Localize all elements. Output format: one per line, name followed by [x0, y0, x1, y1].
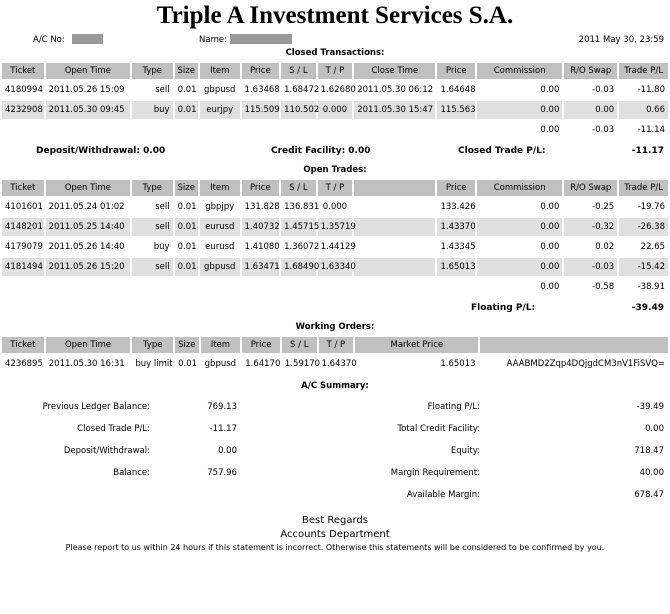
- total-cell: 0.00: [540, 125, 560, 135]
- account-header: [0, 32, 670, 46]
- empty-cell: [132, 121, 173, 139]
- summary-right-label: Equity:: [450, 446, 480, 456]
- column-header: Size: [175, 63, 198, 79]
- total-cell: -11.14: [637, 125, 665, 135]
- empty-cell: [281, 278, 316, 296]
- column-header: R/O Swap: [564, 180, 617, 196]
- table-row: [2, 218, 668, 236]
- floating-summary-line: [0, 298, 670, 320]
- acno-label: A/C No:: [33, 35, 65, 45]
- column-header: S / L: [281, 63, 316, 79]
- empty-cell: [318, 278, 353, 296]
- table-cell: -0.03: [592, 85, 615, 95]
- table-cell: 115.509: [242, 101, 280, 119]
- table-cell: sell: [155, 202, 170, 212]
- footer: [0, 514, 670, 542]
- summary-row: [0, 424, 670, 440]
- column-header: T / P: [318, 63, 353, 79]
- column-header: Market Price: [355, 337, 478, 353]
- column-header: T / P: [318, 180, 353, 196]
- column-header: Open Time: [46, 63, 130, 79]
- empty-cell: [200, 121, 240, 139]
- column-header: Open Time: [46, 337, 131, 353]
- table-cell: 0.00: [477, 101, 562, 119]
- table-cell: 1.59170: [284, 359, 321, 369]
- working-header-row: [2, 337, 668, 353]
- summary-right-label: Available Margin:: [406, 490, 480, 500]
- empty-cell: [437, 278, 475, 296]
- column-header: Trade P/L: [619, 63, 668, 79]
- table-cell: 2011.05.30 06:12: [357, 85, 434, 95]
- statement-datetime: 2011 May 30, 23:59: [578, 35, 664, 45]
- table-cell: sell: [132, 258, 173, 276]
- table-cell: -11.80: [637, 85, 665, 95]
- summary-left-label: Closed Trade P/L:: [77, 424, 150, 434]
- table-cell: -26.38: [619, 218, 668, 236]
- table-cell: sell: [132, 218, 173, 236]
- summary-right-label: Margin Requirement:: [390, 468, 480, 478]
- table-cell: 1.68472: [284, 85, 320, 95]
- totals-row: [2, 278, 668, 296]
- column-header: Commission: [477, 63, 562, 79]
- table-cell: 1.64370: [321, 359, 357, 369]
- table-cell: -0.32: [564, 218, 617, 236]
- column-header: Type: [132, 63, 173, 79]
- table-cell: 2011.05.24 01:02: [48, 202, 125, 212]
- table-cell: buy: [132, 101, 173, 119]
- table-cell: 1.45715: [281, 218, 316, 236]
- table-cell: 0.01: [177, 202, 197, 212]
- summary-row: [0, 490, 670, 506]
- table-cell: 0.01: [177, 85, 197, 95]
- table-cell: -0.25: [592, 202, 615, 212]
- column-header: T / P: [319, 337, 354, 353]
- table-cell: sell: [155, 85, 170, 95]
- summary-left-value: 757.96: [207, 468, 237, 478]
- table-cell: 1.65013: [440, 359, 476, 369]
- column-header: [354, 180, 435, 196]
- table-cell: 0.00: [477, 218, 562, 236]
- summary-right-label: Floating P/L:: [427, 402, 480, 412]
- column-header: Ticket: [2, 337, 44, 353]
- name-redacted: [230, 34, 292, 44]
- column-header: Item: [200, 180, 240, 196]
- column-header: Price: [242, 337, 280, 353]
- table-cell: 1.43345: [440, 242, 476, 252]
- summary-left-value: 0.00: [218, 446, 237, 456]
- table-cell: 2011.05.30 16:31: [48, 359, 125, 369]
- empty-cell: [242, 121, 280, 139]
- empty-cell: [437, 121, 475, 139]
- empty-cell: [175, 278, 198, 296]
- empty-cell: [132, 278, 173, 296]
- table-cell: AAABMD2Zqp4DQjgdCM3nV1FiSVQ=: [506, 359, 665, 369]
- table-cell: 1.43370: [437, 218, 475, 236]
- summary-left-label: Deposit/Withdrawal:: [63, 446, 150, 456]
- column-header: Price: [242, 180, 280, 196]
- summary-row: [0, 446, 670, 462]
- total-cell: -0.58: [592, 282, 615, 292]
- totals-row: [2, 121, 668, 139]
- table-cell: 110.502: [281, 101, 316, 119]
- table-cell: 0.02: [595, 242, 615, 252]
- table-row: [2, 238, 668, 256]
- summary-right-label: Total Credit Facility:: [397, 424, 480, 434]
- table-cell: 1.64648: [440, 85, 476, 95]
- table-cell: 4232908: [2, 101, 44, 119]
- column-header: Item: [200, 63, 240, 79]
- table-cell: 115.563: [437, 101, 475, 119]
- best-regards: Best Regards: [302, 515, 368, 526]
- summary-right-value: 0.00: [645, 424, 664, 434]
- table-cell: 131.828: [244, 202, 280, 212]
- table-cell: gbpusd: [204, 359, 237, 369]
- table-cell: 2011.05.26 14:40: [48, 242, 125, 252]
- table-row: [2, 198, 668, 216]
- column-header: Close Time: [354, 63, 435, 79]
- table-cell: 22.65: [640, 242, 665, 252]
- closed-trade-pl-label: Closed Trade P/L:: [458, 146, 546, 156]
- table-cell: gbpusd: [204, 85, 236, 95]
- table-cell: 1.63471: [242, 258, 280, 276]
- empty-cell: [281, 121, 316, 139]
- deposit-withdrawal-summary: Deposit/Withdrawal: 0.00: [36, 146, 166, 156]
- table-cell: 0.00: [564, 101, 617, 119]
- open-trades-table: [0, 178, 670, 298]
- column-header: Ticket: [2, 180, 44, 196]
- table-cell: 4180994: [5, 85, 43, 95]
- table-cell: [354, 258, 435, 276]
- empty-cell: [242, 278, 280, 296]
- total-cell: -0.03: [592, 125, 615, 135]
- table-cell: 1.40732: [242, 218, 280, 236]
- table-cell: 1.41080: [244, 242, 280, 252]
- column-header: Size: [175, 180, 198, 196]
- column-header: [480, 337, 668, 353]
- table-cell: 0.01: [178, 359, 198, 369]
- closed-trade-pl-value: -11.17: [631, 146, 664, 156]
- table-cell: gbpjpy: [205, 202, 235, 212]
- summary-left-label: Balance:: [113, 468, 150, 478]
- table-cell: buy limit: [135, 359, 173, 369]
- table-cell: 0.01: [175, 101, 198, 119]
- table-row: [2, 101, 668, 119]
- table-cell: 4181494: [2, 258, 44, 276]
- table-cell: buy: [153, 242, 170, 252]
- table-cell: 0.000: [318, 101, 353, 119]
- column-header: Size: [175, 337, 198, 353]
- empty-cell: [2, 121, 44, 139]
- table-cell: 133.426: [440, 202, 476, 212]
- table-cell: 1.68490: [281, 258, 316, 276]
- table-cell: 1.63340: [318, 258, 353, 276]
- table-cell: 4101601: [5, 202, 43, 212]
- table-cell: gbpusd: [200, 258, 240, 276]
- summary-right-value: 678.47: [634, 490, 664, 500]
- table-cell: 0.00: [540, 242, 560, 252]
- ac-summary-title: A/C Summary:: [301, 381, 369, 391]
- table-cell: 1.62680: [320, 85, 356, 95]
- table-cell: 1.35719: [318, 218, 353, 236]
- column-header: Trade P/L: [619, 180, 668, 196]
- column-header: Ticket: [2, 63, 44, 79]
- table-cell: 2011.05.26 15:20: [46, 258, 130, 276]
- summary-right-value: 718.47: [634, 446, 664, 456]
- table-cell: 2011.05.30 15:47: [354, 101, 435, 119]
- summary-left-label: Previous Ledger Balance:: [42, 402, 150, 412]
- table-cell: eurusd: [205, 242, 235, 252]
- table-row: [2, 81, 668, 99]
- column-header: S / L: [282, 337, 317, 353]
- closed-header-row: [2, 63, 668, 79]
- ac-summary: [0, 394, 670, 514]
- empty-cell: [46, 278, 130, 296]
- working-orders-title: Working Orders:: [295, 322, 375, 332]
- empty-cell: [2, 278, 44, 296]
- column-header: Commission: [477, 180, 562, 196]
- table-row: [2, 355, 668, 373]
- table-cell: [354, 238, 435, 256]
- table-cell: 0.01: [175, 218, 198, 236]
- table-cell: 1.64170: [245, 359, 281, 369]
- empty-cell: [318, 121, 353, 139]
- table-cell: 4179079: [5, 242, 43, 252]
- column-header: Price: [437, 63, 475, 79]
- summary-left-value: 769.13: [207, 402, 237, 412]
- open-header-row: [2, 180, 668, 196]
- table-cell: 4148201: [2, 218, 44, 236]
- closed-transactions-table: [0, 61, 670, 141]
- summary-right-value: -39.49: [636, 402, 664, 412]
- table-cell: 1.65013: [437, 258, 475, 276]
- empty-cell: [46, 121, 130, 139]
- summary-row: [0, 402, 670, 418]
- table-cell: 1.44129: [320, 242, 356, 252]
- floating-pl-label: Floating P/L:: [471, 303, 536, 313]
- summary-row: [0, 468, 670, 484]
- table-cell: 2011.05.30 09:45: [46, 101, 130, 119]
- total-cell: 0.00: [540, 282, 560, 292]
- column-header: Price: [437, 180, 475, 196]
- empty-cell: [175, 121, 198, 139]
- table-cell: 4236895: [5, 359, 43, 369]
- table-cell: -0.03: [564, 258, 617, 276]
- table-cell: 0.01: [175, 258, 198, 276]
- table-cell: 0.00: [477, 258, 562, 276]
- table-cell: 1.63468: [244, 85, 280, 95]
- closed-summary-line: [0, 141, 670, 163]
- company-title: Triple A Investment Services S.A.: [156, 2, 514, 29]
- accounts-department: Accounts Department: [280, 529, 390, 540]
- acno-redacted: [72, 34, 103, 44]
- table-cell: 0.00: [540, 202, 560, 212]
- column-header: Price: [242, 63, 280, 79]
- column-header: Type: [132, 180, 173, 196]
- column-header: Item: [201, 337, 241, 353]
- table-cell: 0.000: [322, 202, 348, 212]
- credit-facility-summary: Credit Facility: 0.00: [271, 146, 371, 156]
- table-cell: [354, 218, 435, 236]
- floating-pl-value: -39.49: [631, 303, 664, 313]
- empty-cell: [354, 278, 435, 296]
- working-orders-table: [0, 335, 670, 375]
- table-cell: -19.76: [637, 202, 665, 212]
- open-trades-title: Open Trades:: [303, 165, 367, 175]
- table-cell: 2011.05.25 14:40: [46, 218, 130, 236]
- column-header: Type: [132, 337, 173, 353]
- table-cell: eurjpy: [200, 101, 240, 119]
- summary-right-value: 40.00: [639, 468, 664, 478]
- table-cell: 0.66: [619, 101, 668, 119]
- column-header: R/O Swap: [564, 63, 617, 79]
- table-cell: 2011.05.26 15:09: [48, 85, 125, 95]
- table-cell: -15.42: [619, 258, 668, 276]
- summary-left-value: -11.17: [209, 424, 237, 434]
- closed-transactions-title: Closed Transactions:: [285, 48, 385, 58]
- table-cell: 1.36072: [284, 242, 320, 252]
- confirmation-notice: Please report to us within 24 hours if this statement is incorrect. Otherwise this statements will be considered to be confirmed by you.: [65, 543, 605, 552]
- empty-cell: [354, 121, 435, 139]
- empty-cell: [200, 278, 240, 296]
- table-cell: 0.01: [177, 242, 197, 252]
- total-cell: -38.91: [637, 282, 665, 292]
- table-cell: [354, 198, 435, 216]
- column-header: S / L: [281, 180, 316, 196]
- table-row: [2, 258, 668, 276]
- table-cell: eurusd: [200, 218, 240, 236]
- table-cell: 0.00: [540, 85, 560, 95]
- table-cell: 136.831: [284, 202, 320, 212]
- column-header: Open Time: [46, 180, 130, 196]
- name-label: Name:: [199, 35, 227, 45]
